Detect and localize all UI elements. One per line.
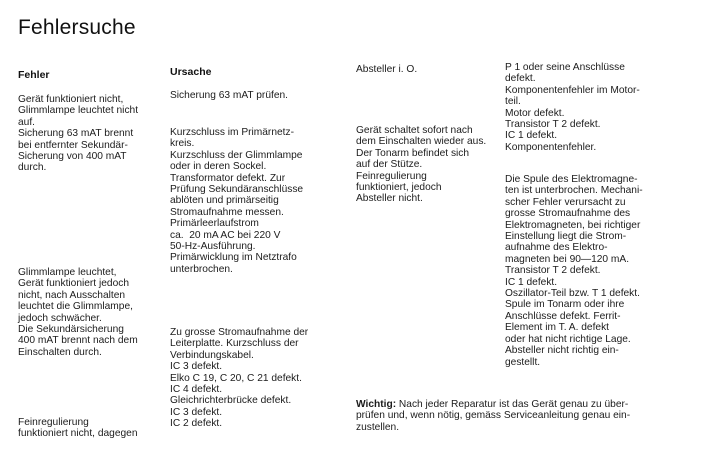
cause-block-3: Zu grosse Stromaufnahme der Leiterplatte. Kurzschluss der Verbindungskabel. IC 3 defekt. Elko C 19, C 20, C 21 defekt. IC 4 defekt. Gleichrichterbrücke defekt. IC 3 defekt. IC 2 defekt.	[170, 327, 309, 430]
cause-block-1: Sicherung 63 mAT prüfen.	[170, 90, 288, 101]
page-title: Fehlersuche	[18, 16, 136, 39]
fault-block-3: Feinregulierung funktioniert nicht, dagegen	[18, 417, 138, 440]
cause-block-4: P 1 oder seine Anschlüsse defekt. Komponentenfehler im Motor- teil. Motor defekt. Transistor T 2 defekt. IC 1 defekt. Komponentenfehler.	[505, 62, 640, 153]
cause-block-2: Kurzschluss im Primärnetz- kreis. Kurzschluss der Glimmlampe oder in deren Sockel. Transformator defekt. Zur Prüfung Sekundäranschlüsse ablöten und primärseitig Stromaufnahme messen. Primärleerlaufstrom ca. 20 mA AC bei 220 V 50-Hz-Ausführung. Primärwicklung im Netztrafo unterbrochen.	[170, 127, 304, 275]
cause-block-5: Die Spule des Elektromagne- ten ist unterbrochen. Mechani- scher Fehler verursacht zu grosse Stromaufnahme des Elektromagneten, bei richtiger Einstellung liegt die Strom- aufnahme des Elektro- magneten bei 90—120 mA. Transistor T 2 defekt. IC 1 defekt. Oszillator-Teil bzw. T 1 defekt. Spule im Tonarm oder ihre Anschlüsse defekt. Ferrit- Element im T. A. defekt oder hat nicht richtige Lage. Absteller nicht richtig ein- gestellt.	[505, 174, 643, 368]
fault-block-1: Gerät funktioniert nicht, Glimmlampe leuchtet nicht auf. Sicherung 63 mAT brennt bei entfernter Sekundär- Sicherung von 400 mAT durch.	[18, 94, 139, 174]
important-note-text: Nach jeder Reparatur ist das Gerät genau zu über- prüfen und, wenn nötig, gemäss Serviceanleitung genau ein- zustellen.	[356, 399, 631, 433]
column-header-ursache: Ursache	[170, 66, 212, 78]
important-note-label: Wichtig:	[356, 399, 397, 410]
important-note	[356, 399, 630, 433]
column-header-fehler: Fehler	[18, 69, 50, 81]
fault-block-5: Gerät schaltet sofort nach dem Einschalten wieder aus. Der Tonarm befindet sich auf der Stütze. Feinregulierung funktioniert, jedoch Absteller nicht.	[356, 125, 487, 205]
fault-block-4: Absteller i. O.	[356, 64, 418, 75]
fault-block-2: Glimmlampe leuchtet, Gerät funktioniert jedoch nicht, nach Ausschalten leuchtet die Glimmlampe, jedoch schwächer. Die Sekundärsicherung 400 mAT brennt nach dem Einschalten durch.	[18, 267, 138, 358]
